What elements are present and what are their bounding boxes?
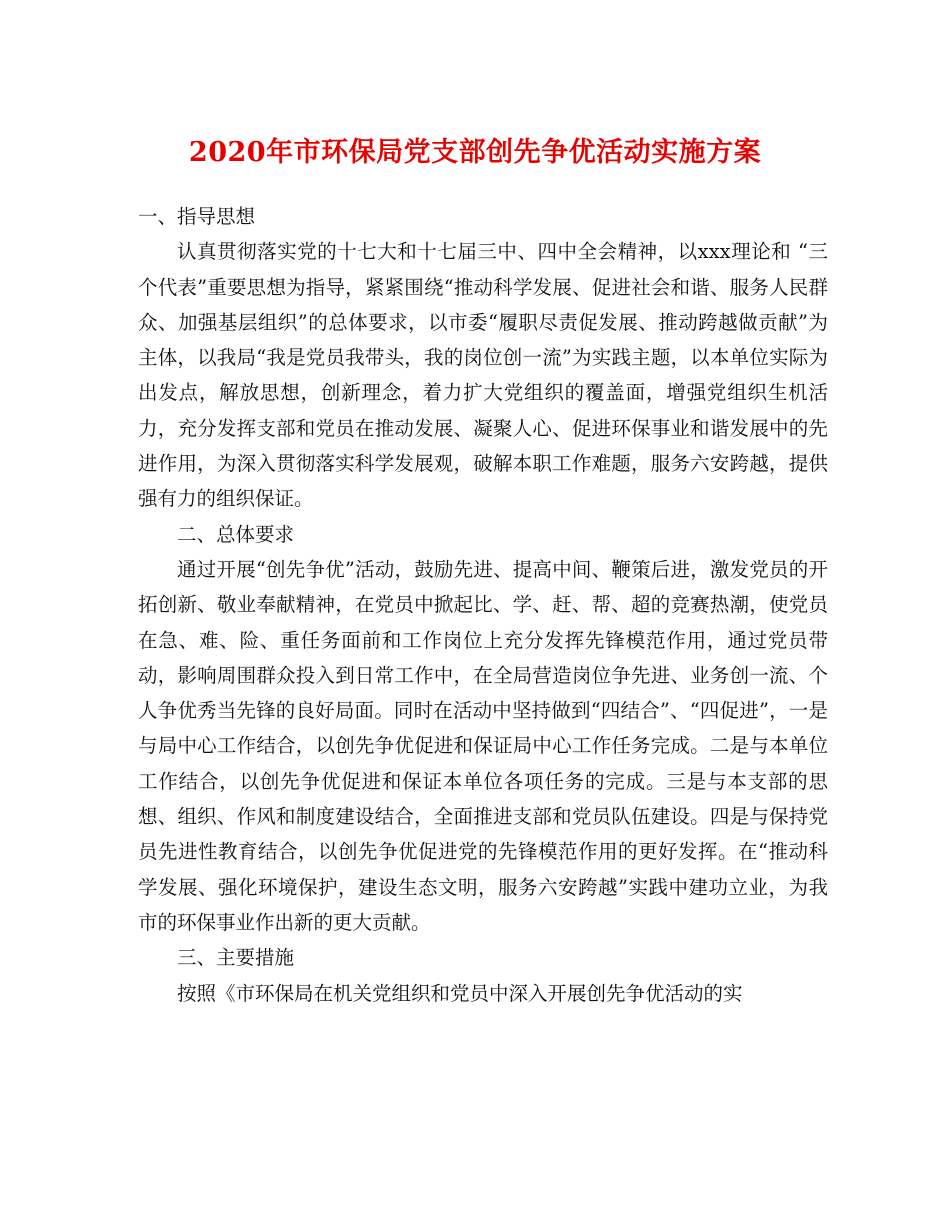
section-2-paragraph: 通过开展“创先争优”活动，鼓励先进、提高中间、鞭策后进，激发党员的开拓创新、敬业奉献精神，在党员中掀起比、学、赶、帮、超的竞赛热潮，使党员在急、难、险、重任务面前和工作岗位上充分发挥先锋模范作用，通过党员带动，影响周围群众投入到日常工作中，在全局营造岗位争先进、业务创一流、个人争优秀当先锋的良好局面。同时在活动中坚持做到“四结合”、“四促进”，一是与局中心工作结合，以创先争优促进和保证局中心工作任务完成。二是与本单位工作结合，以创先争优促进和保证本单位各项任务的完成。三是与本支部的思想、组织、作风和制度建设结合，全面推进支部和党员队伍建设。四是与保持党员先进性教育结合，以创先争优促进党的先锋模范作用的更好发挥。在“推动科学发展、强化环境保护，建设生态文明，服务六安跨越”实践中建功立业，为我市的环保事业作出新的更大贡献。 [138,557,828,934]
section-3-heading: 三、主要措施 [177,946,295,970]
document-title: 2020年市环保局党支部创先争优活动实施方案 [188,137,762,168]
section-1-paragraph: 认真贯彻落实党的十七大和十七届三中、四中全会精神，以xxx理论和 “三个代表”重要思想为指导，紧紧围绕“推动科学发展、促进社会和谐、服务人民群众、加强基层组织”的总体要求，以市委“履职尽责促发展、推动跨越做贡献”为主体，以我局“我是党员我带头，我的岗位创一流”为实践主题，以本单位实际为出发点，解放思想，创新理念，着力扩大党组织的覆盖面，增强党组织生机活力，充分发挥支部和党员在推动发展、凝聚人心、促进环保事业和谐发展中的先进作用，为深入贯彻落实科学发展观，破解本职工作难题，服务六安跨越，提供强有力的组织保证。 [138,240,828,511]
section-2-heading: 二、总体要求 [177,522,295,546]
section-1-heading: 一、指导思想 [138,205,256,228]
section-3-paragraph: 按照《市环保局在机关党组织和党员中深入开展创先争优活动的实 [177,981,743,1005]
document-body [138,199,828,1011]
